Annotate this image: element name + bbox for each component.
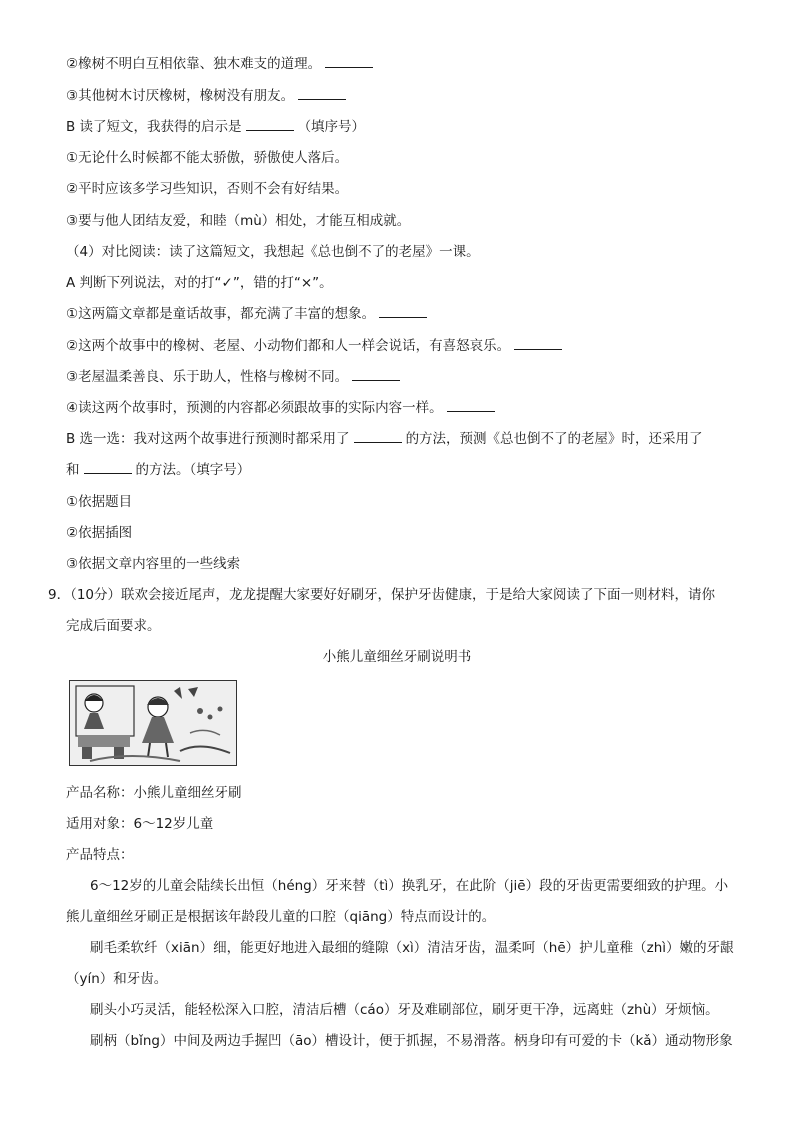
answer-blank[interactable]: [246, 118, 294, 131]
judge-text: ②这两个故事中的橡树、老屋、小动物们都和人一样会说话，有喜怒哀乐。: [66, 338, 511, 354]
option-b3: ③要与他人团结友爱，和睦（mù）相处，才能互相成就。: [66, 213, 411, 229]
inspiration-prompt: [66, 118, 365, 136]
judge-item-4: [66, 399, 499, 417]
paragraph-4: 刷柄（bǐng）中间及两边手握凹（āo）槽设计，便于抓握，不易滑落。柄身印有可爱的卡（kǎ）通动物形象: [90, 1033, 733, 1049]
product-name: 产品名称：小熊儿童细丝牙刷: [66, 785, 242, 801]
paragraph-2-line2: （yín）和牙齿。: [66, 971, 168, 987]
select-instruction-line1: [66, 430, 703, 448]
option-text: ③其他树木讨厌橡树，橡树没有朋友。: [66, 88, 295, 104]
question-9-stem-cont: 完成后面要求。: [66, 618, 161, 634]
manual-title: 小熊儿童细丝牙刷说明书: [322, 649, 472, 665]
option-b1: ①无论什么时候都不能太骄傲，骄傲使人落后。: [66, 150, 349, 166]
answer-blank[interactable]: [514, 337, 562, 350]
option-text: ②橡树不明白互相依靠、独木难支的道理。: [66, 56, 322, 72]
answer-blank[interactable]: [447, 399, 495, 412]
select-text: 的方法。（填字号）: [135, 462, 251, 478]
option-a2: [66, 55, 377, 73]
features-label: 产品特点：: [66, 847, 134, 863]
judge-text: ①这两篇文章都是童话故事，都充满了丰富的想象。: [66, 306, 376, 322]
answer-blank[interactable]: [325, 55, 373, 68]
toothbrush-illustration: [69, 680, 237, 766]
option-a3: [66, 87, 350, 105]
select-instruction-line2: [66, 461, 250, 479]
paragraph-1-line2: 熊儿童细丝牙刷正是根据该年龄段儿童的口腔（qiāng）特点而设计的。: [66, 909, 496, 925]
answer-blank[interactable]: [298, 87, 346, 100]
judge-text: ③老屋温柔善良、乐于助人，性格与橡树不同。: [66, 369, 349, 385]
answer-blank[interactable]: [84, 461, 132, 474]
select-text: B 选一选：我对这两个故事进行预测时都采用了: [66, 431, 350, 447]
prompt-text: B 读了短文，我获得的启示是: [66, 119, 242, 135]
paragraph-2-line1: 刷毛柔软纤（xiān）细，能更好地进入最细的缝隙（xì）清洁牙齿，温柔呵（hē）护儿童稚（zhì）嫩的牙龈: [90, 940, 734, 956]
method-3: ③依据文章内容里的一些线索: [66, 556, 241, 572]
select-text: 的方法，预测《总也倒不了的老屋》时，还采用了: [405, 431, 703, 447]
answer-blank[interactable]: [354, 430, 402, 443]
method-2: ②依据插图: [66, 525, 133, 541]
judge-item-1: [66, 305, 431, 323]
paragraph-3: 刷头小巧灵活，能轻松深入口腔，清洁后槽（cáo）牙及难刷部位，刷牙更干净，远离蛀（zhù）牙烦恼。: [90, 1002, 719, 1018]
judge-item-2: [66, 337, 566, 355]
answer-blank[interactable]: [379, 305, 427, 318]
illustration-drawing: [70, 681, 236, 765]
prompt-hint: （填序号）: [297, 119, 366, 135]
option-b2: ②平时应该多学习些知识，否则不会有好结果。: [66, 181, 349, 197]
judge-item-3: [66, 368, 404, 386]
question-9-stem: [48, 586, 715, 604]
judge-text: ④读这两个故事时，预测的内容都必须跟故事的实际内容一样。: [66, 400, 443, 416]
target-users: 适用对象：6～12岁儿童: [66, 816, 214, 832]
paragraph-1-line1: 6～12岁的儿童会陆续长出恒（héng）牙来替（tì）换乳牙，在此阶（jiē）段的牙齿更需要细致的护理。小: [90, 878, 729, 894]
answer-blank[interactable]: [352, 368, 400, 381]
question-number: 9．: [48, 587, 71, 603]
question-4-intro: （4）对比阅读：读了这篇短文，我想起《总也倒不了的老屋》一课。: [66, 244, 480, 260]
judge-instruction: A 判断下列说法，对的打“✓”，错的打“×”。: [66, 275, 333, 291]
method-1: ①依据题目: [66, 494, 133, 510]
select-text: 和: [66, 462, 80, 478]
stem-text: （10分）联欢会接近尾声，龙龙提醒大家要好好刷牙，保护牙齿健康，于是给大家阅读了下面一则材料，请你: [70, 587, 716, 603]
